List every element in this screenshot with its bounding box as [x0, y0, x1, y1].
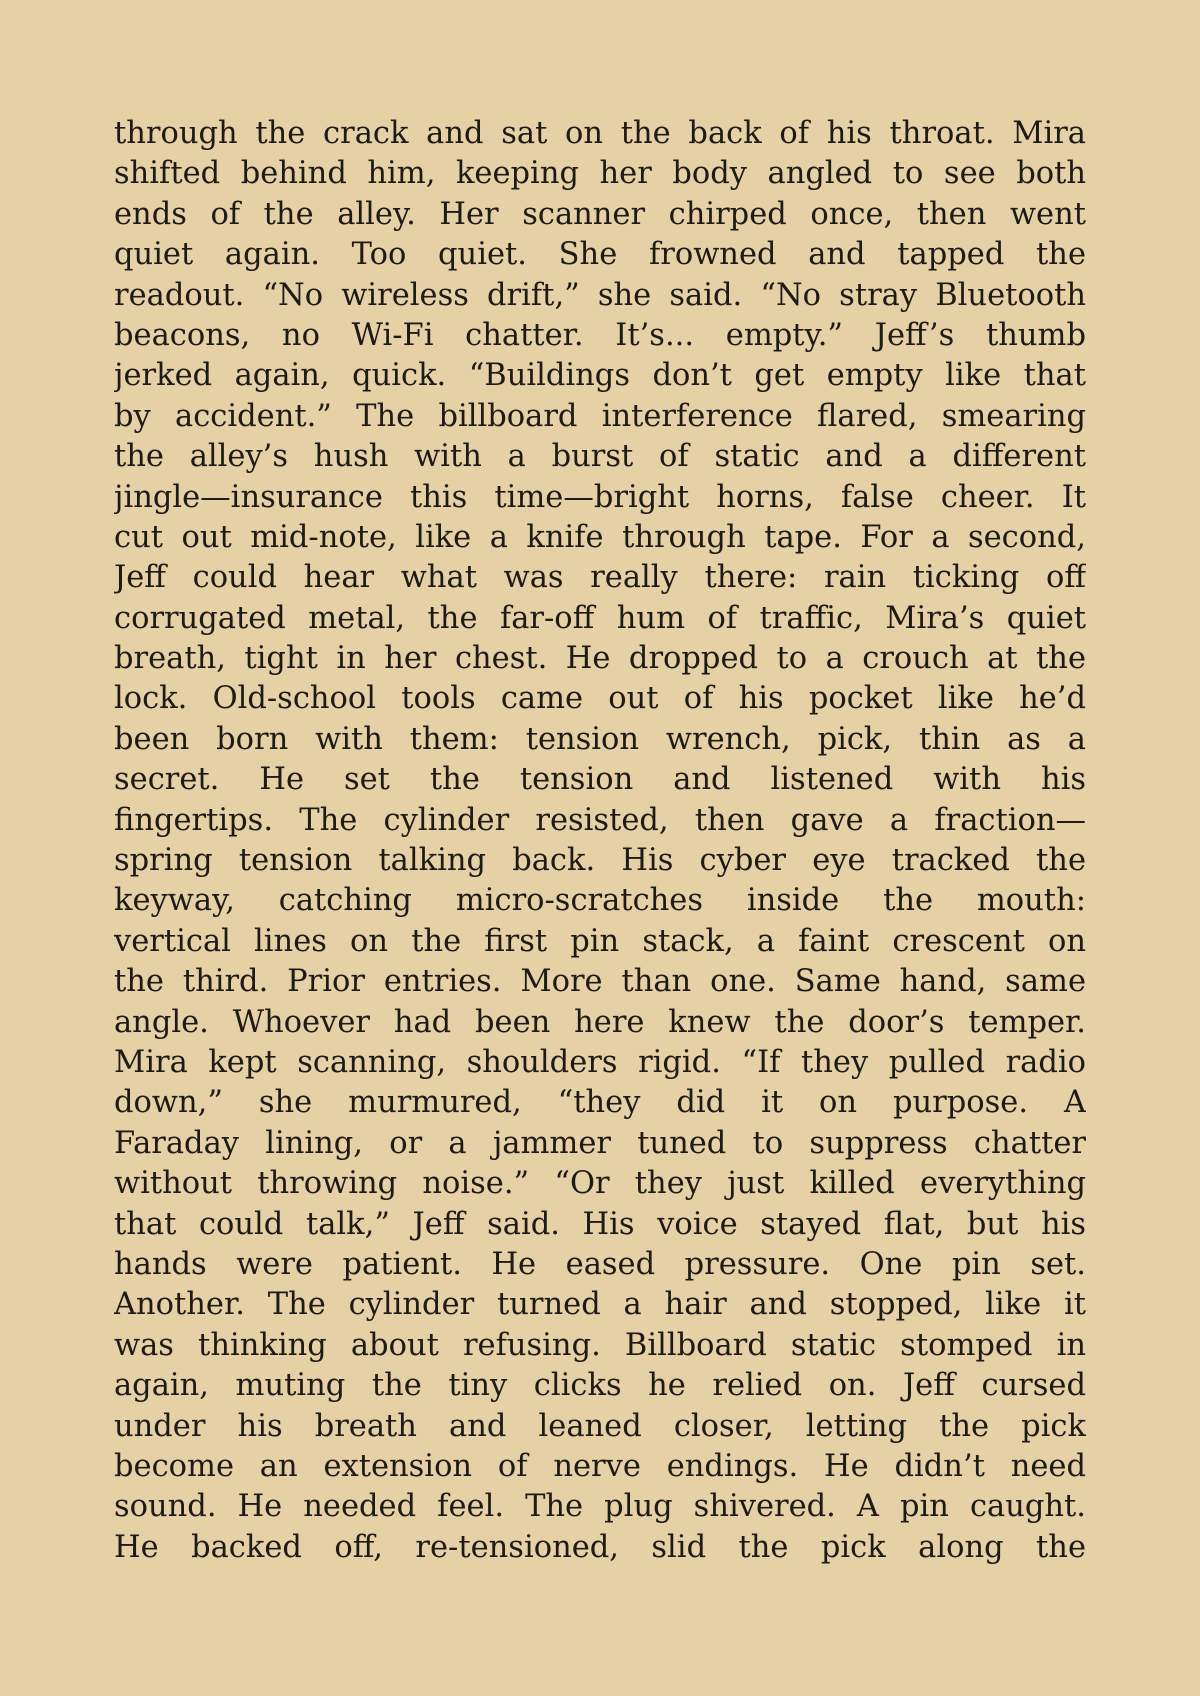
- text-line: been born with them: tension wrench, pick, thin as a: [114, 721, 1086, 757]
- text-line: without throwing noise.” “Or they just killed everything: [114, 1166, 1086, 1202]
- body-text: [114, 114, 1086, 1568]
- text-line: was thinking about refusing. Billboard static stomped in: [114, 1327, 1086, 1363]
- text-line: the third. Prior entries. More than one. Same hand, same: [114, 964, 1086, 1000]
- text-line: Jeff could hear what was really there: rain ticking off: [114, 560, 1086, 596]
- text-line: readout. “No wireless drift,” she said. “No stray Bluetooth: [114, 277, 1086, 313]
- text-line: lock. Old-school tools came out of his pocket like he’d: [114, 681, 1086, 717]
- text-line: spring tension talking back. His cyber eye tracked the: [114, 843, 1086, 879]
- text-line: keyway, catching micro-scratches inside the mouth:: [114, 883, 1086, 919]
- text-line: sound. He needed feel. The plug shivered. A pin caught.: [114, 1489, 1086, 1525]
- text-line: beacons, no Wi-Fi chatter. It’s... empty.” Jeff’s thumb: [114, 317, 1086, 353]
- text-line: shifted behind him, keeping her body angled to see both: [114, 156, 1086, 192]
- text-line: secret. He set the tension and listened with his: [114, 762, 1086, 798]
- text-line: fingertips. The cylinder resisted, then gave a fraction—: [114, 802, 1086, 838]
- text-line: ends of the alley. Her scanner chirped once, then went: [114, 196, 1086, 232]
- text-line: Another. The cylinder turned a hair and stopped, like it: [114, 1287, 1086, 1323]
- text-line: cut out mid-note, like a knife through tape. For a second,: [114, 519, 1086, 555]
- text-line: vertical lines on the first pin stack, a faint crescent on: [114, 923, 1086, 959]
- text-line: Mira kept scanning, shoulders rigid. “If they pulled radio: [114, 1044, 1086, 1080]
- text-line: Faraday lining, or a jammer tuned to suppress chatter: [114, 1125, 1086, 1161]
- text-line: hands were patient. He eased pressure. One pin set.: [114, 1246, 1086, 1282]
- text-line: jerked again, quick. “Buildings don’t get empty like that: [114, 358, 1086, 394]
- text-line: become an extension of nerve endings. He didn’t need: [114, 1448, 1086, 1484]
- text-line: down,” she murmured, “they did it on purpose. A: [114, 1085, 1086, 1121]
- text-line: under his breath and leaned closer, letting the pick: [114, 1408, 1086, 1444]
- text-line: quiet again. Too quiet. She frowned and tapped the: [114, 237, 1086, 273]
- text-line: that could talk,” Jeff said. His voice stayed flat, but his: [114, 1206, 1086, 1242]
- text-line: through the crack and sat on the back of his throat. Mira: [114, 116, 1086, 151]
- text-line: breath, tight in her chest. He dropped to a crouch at the: [114, 641, 1086, 677]
- text-line: angle. Whoever had been here knew the door’s temper.: [114, 1004, 1086, 1040]
- text-line: He backed off, re-tensioned, slid the pick along the: [114, 1529, 1086, 1565]
- text-line: again, muting the tiny clicks he relied on. Jeff cursed: [114, 1368, 1086, 1404]
- text-line: corrugated metal, the far-off hum of traffic, Mira’s quiet: [114, 600, 1086, 636]
- text-line: jingle—insurance this time—bright horns, false cheer. It: [114, 479, 1086, 515]
- text-line: by accident.” The billboard interference flared, smearing: [114, 398, 1086, 434]
- text-line: the alley’s hush with a burst of static and a different: [114, 439, 1086, 475]
